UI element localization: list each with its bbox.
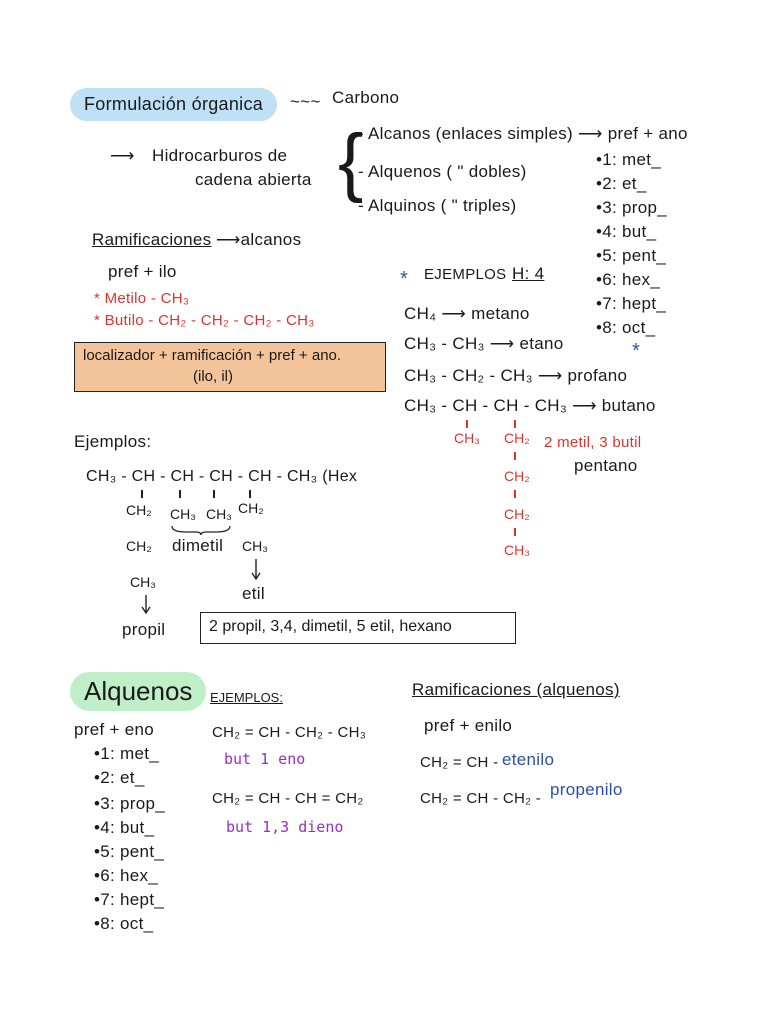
- ramif-rule: pref + ilo: [108, 262, 177, 281]
- brace-underline-icon: [170, 524, 232, 536]
- alq-title: Alquenos: [70, 672, 206, 711]
- arrow-down-icon: [140, 594, 152, 616]
- name-box: [200, 612, 516, 644]
- prefix-8: •8: oct_: [596, 318, 656, 337]
- ej2-propil: propil: [122, 620, 166, 639]
- alq-rule: pref + eno: [74, 720, 155, 739]
- ej2-c1-2: CH₃: [130, 574, 156, 590]
- hydro-line1: Hidrocarburos de: [152, 146, 288, 165]
- rule-box-line1: localizador + ramificación + pref + ano.: [83, 347, 342, 364]
- alq-prefix-6: •6: hex_: [94, 866, 159, 885]
- chain-1: CH₂: [504, 430, 530, 446]
- alq-prefix-4: •4: but_: [94, 818, 155, 837]
- prefix-4: •4: but_: [596, 222, 657, 241]
- ej2-title: Ejemplos:: [74, 432, 152, 451]
- sub-ch3: CH₃: [454, 430, 480, 446]
- star-icon: *: [400, 268, 408, 290]
- prefix-2: •2: et_: [596, 174, 647, 193]
- rule-box-line2: (ilo, il): [193, 368, 233, 385]
- alq-ex2-name: but 1,3 dieno: [226, 818, 344, 836]
- ejemplo-metano: CH₄ ⟶ metano: [404, 304, 530, 323]
- ejemplo-name-black: pentano: [574, 456, 638, 475]
- type-alquinos: - Alquinos ( " triples): [358, 196, 517, 215]
- alq-prefix-7: •7: hept_: [94, 890, 165, 909]
- rule-box: [74, 342, 386, 392]
- type-alcanos: - Alcanos (enlaces simples) ⟶ pref + ano: [358, 124, 688, 143]
- star-icon: *: [632, 340, 640, 362]
- alq-ram2-formula: CH₂ = CH - CH₂ -: [420, 790, 542, 807]
- alq-ram1-name: etenilo: [502, 750, 555, 769]
- ejemplos-h4: H: 4: [512, 264, 545, 283]
- ej2-c2: CH₃: [170, 506, 196, 522]
- arrow-down-icon: [250, 558, 262, 582]
- ej2-main: CH₃ - CH - CH - CH - CH - CH₃ (Hex: [86, 468, 358, 485]
- ej2-c1-1: CH₂: [126, 538, 152, 554]
- prefix-5: •5: pent_: [596, 246, 667, 265]
- alq-prefix-2: •2: et_: [94, 768, 145, 787]
- title-right: Carbono: [332, 88, 400, 107]
- alq-prefix-5: •5: pent_: [94, 842, 165, 861]
- alq-ram1-formula: CH₂ = CH -: [420, 754, 499, 771]
- ej2-c4-0: CH₂: [238, 500, 264, 516]
- alq-ej-title: EJEMPLOS:: [210, 690, 283, 705]
- chain-3: CH₂: [504, 506, 530, 522]
- ejemplo-etano: CH₃ - CH₃ ⟶ etano: [404, 334, 564, 353]
- ramif-title: Ramificaciones: [92, 230, 212, 249]
- alq-ex1: CH₂ = CH - CH₂ - CH₃: [212, 724, 367, 741]
- hydro-line2: cadena abierta: [195, 170, 312, 189]
- alq-ex1-name: but 1 eno: [224, 750, 306, 768]
- ej2-dimetil: dimetil: [172, 536, 224, 555]
- ejemplo-propano: CH₃ - CH₂ - CH₃ ⟶ profano: [404, 366, 628, 385]
- page-title: Formulación órganica: [70, 88, 277, 121]
- chain-4: CH₃: [504, 542, 530, 558]
- brace: {: [338, 119, 364, 204]
- alq-ram2-name: propenilo: [550, 780, 623, 799]
- ejemplos-title: EJEMPLOS: [424, 266, 507, 283]
- prefix-1: •1: met_: [596, 150, 662, 169]
- ejemplo-name-red: 2 metil, 3 butil: [544, 434, 642, 451]
- ejemplo-butano: CH₃ - CH - CH - CH₃ ⟶ butano: [404, 396, 656, 415]
- chain-2: CH₂: [504, 468, 530, 484]
- ramif-ex2: * Butilo - CH₂ - CH₂ - CH₂ - CH₃: [94, 312, 315, 329]
- alq-prefix-1: •1: met_: [94, 744, 160, 763]
- hydro-arrow: ⟶: [110, 146, 135, 165]
- ej2-c1-0: CH₂: [126, 502, 152, 518]
- ramif-ex1: * Metilo - CH₃: [94, 290, 190, 307]
- type-alquenos: - Alquenos ( " dobles): [358, 162, 527, 181]
- alq-prefix-3: •3: prop_: [94, 794, 166, 813]
- prefix-3: •3: prop_: [596, 198, 668, 217]
- ej2-name: 2 propil, 3,4, dimetil, 5 etil, hexano: [209, 618, 452, 635]
- alq-ex2: CH₂ = CH - CH = CH₂: [212, 790, 364, 807]
- alq-prefix-8: •8: oct_: [94, 914, 154, 933]
- prefix-7: •7: hept_: [596, 294, 667, 313]
- prefix-6: •6: hex_: [596, 270, 661, 289]
- ej2-c4-1: CH₃: [242, 538, 268, 554]
- ej2-etil: etil: [242, 584, 265, 603]
- title-arrow: ~~~: [290, 92, 321, 111]
- ej2-c3: CH₃: [206, 506, 232, 522]
- ramif-arrow: ⟶alcanos: [216, 230, 302, 249]
- alq-ram-title: Ramificaciones (alquenos): [412, 680, 620, 699]
- alq-ram-rule: pref + enilo: [424, 716, 513, 735]
